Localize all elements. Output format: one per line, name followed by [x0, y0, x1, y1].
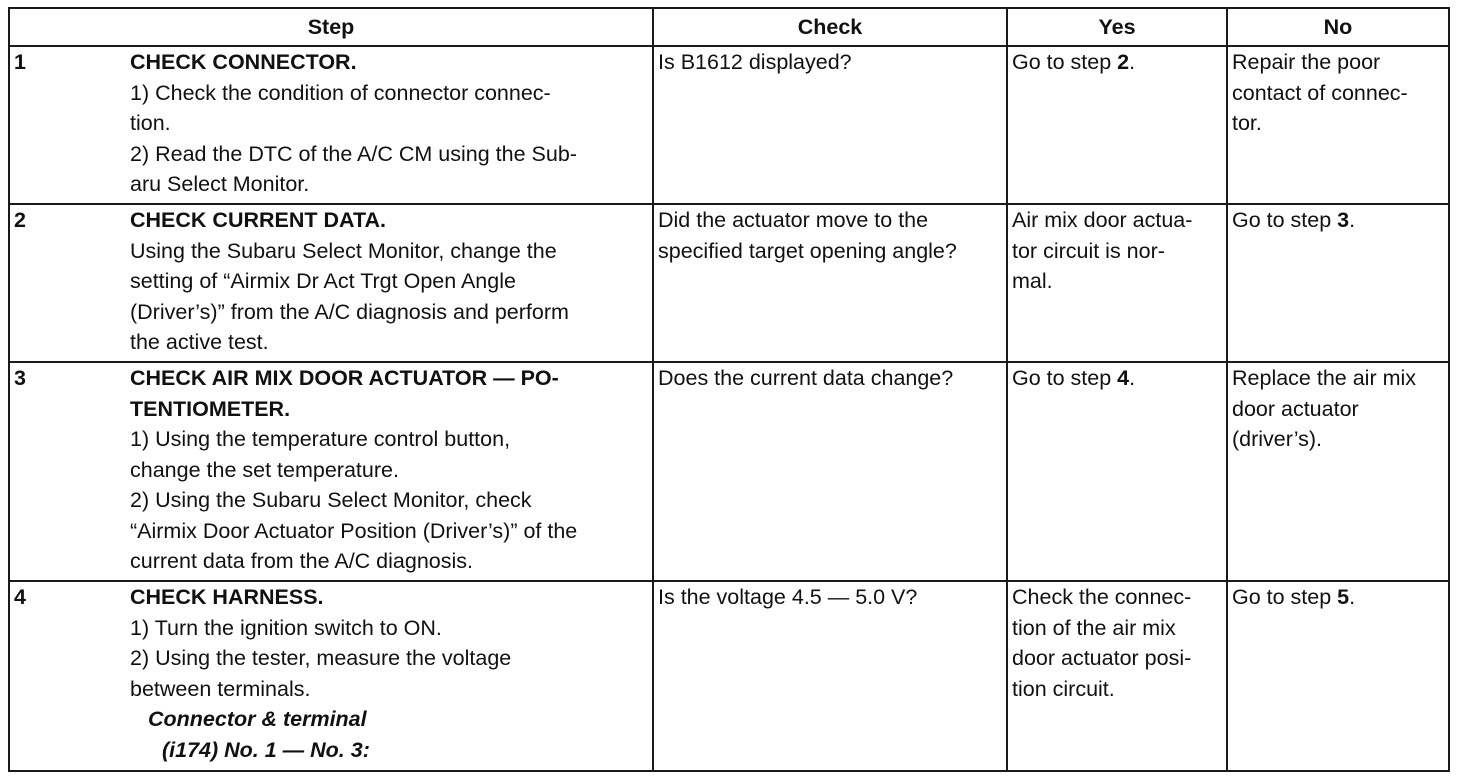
yes-text: Go to step [1012, 366, 1118, 390]
no-line: door actuator [1232, 396, 1359, 421]
no-text-end: . [1349, 208, 1356, 232]
header-step: Step [9, 8, 653, 46]
no-step-ref: 5 [1337, 585, 1350, 609]
step-number: 3 [14, 366, 26, 390]
no-step-ref: 3 [1337, 208, 1350, 232]
no-line: tor. [1232, 111, 1262, 135]
step-cell [9, 204, 653, 362]
step-number: 1 [14, 50, 26, 74]
step-line: aru Select Monitor. [130, 172, 310, 196]
header-yes: Yes [1007, 8, 1227, 46]
step-cell [9, 46, 653, 204]
yes-cell [1007, 362, 1227, 581]
step-number: 2 [14, 208, 26, 232]
step-body [130, 582, 650, 765]
step-line: setting of “Airmix Dr Act Trgt Open Angle [130, 269, 516, 293]
no-line: Repair the poor [1232, 50, 1381, 74]
header-check: Check [653, 8, 1007, 46]
no-cell [1227, 362, 1449, 581]
yes-line: tion of the air mix [1012, 615, 1176, 640]
step-line: change the set temperature. [130, 457, 399, 482]
diagnostic-table [8, 7, 1450, 772]
table-row [9, 581, 1449, 771]
yes-line: tor circuit is nor- [1012, 238, 1165, 263]
no-text: Go to step [1232, 585, 1338, 609]
yes-line: Air mix door actua- [1012, 208, 1193, 232]
step-line: 2) Read the DTC of the A/C CM using the Sub- [130, 141, 577, 166]
step-title: CHECK AIR MIX DOOR ACTUATOR — PO- [130, 366, 559, 390]
check-line: Is the voltage 4.5 — 5.0 V? [658, 585, 918, 609]
yes-line: tion circuit. [1012, 676, 1115, 701]
step-cell [9, 581, 653, 771]
yes-line: door actuator posi- [1012, 646, 1192, 670]
yes-cell [1007, 581, 1227, 771]
step-line: the active test. [130, 330, 269, 354]
check-line: Did the actuator move to the [658, 208, 929, 232]
yes-text: Go to step [1012, 50, 1118, 74]
no-line: Replace the air mix [1232, 366, 1417, 390]
step-title: CHECK CURRENT DATA. [130, 208, 386, 232]
yes-line: Check the connec- [1012, 585, 1192, 609]
yes-cell [1007, 204, 1227, 362]
check-cell [653, 46, 1007, 204]
step-line: 2) Using the tester, measure the voltage [130, 646, 512, 670]
check-cell [653, 362, 1007, 581]
step-line: tion. [130, 111, 171, 135]
step-title: CHECK HARNESS. [130, 585, 324, 609]
step-title: CHECK CONNECTOR. [130, 50, 357, 74]
yes-text-end: . [1129, 50, 1136, 74]
no-text: Go to step [1232, 208, 1338, 232]
no-cell [1227, 46, 1449, 204]
no-line: contact of connec- [1232, 80, 1408, 105]
step-line: current data from the A/C diagnosis. [130, 549, 473, 573]
yes-cell [1007, 46, 1227, 204]
step-line: 1) Using the temperature control button, [130, 427, 511, 451]
yes-step-ref: 2 [1117, 50, 1130, 74]
step-number: 4 [14, 585, 26, 609]
step-title-cont: TENTIOMETER. [130, 396, 291, 421]
check-cell [653, 581, 1007, 771]
step-line: “Airmix Door Actuator Position (Driver’s)” of the [130, 518, 578, 543]
yes-step-ref: 4 [1117, 366, 1130, 390]
step-body [130, 47, 650, 200]
step-line: 1) Turn the ignition switch to ON. [130, 615, 442, 640]
yes-line: mal. [1012, 269, 1053, 293]
step-body [130, 363, 650, 577]
check-cell [653, 204, 1007, 362]
step-line: between terminals. [130, 676, 311, 701]
connector-heading: Connector & terminal [148, 707, 367, 731]
step-line: 2) Using the Subaru Select Monitor, check [130, 488, 532, 512]
connector-terminal-value: (i174) No. 1 — No. 3: [162, 737, 370, 762]
no-cell [1227, 204, 1449, 362]
step-line: (Driver’s)” from the A/C diagnosis and perform [130, 299, 569, 324]
header-no: No [1227, 8, 1449, 46]
check-line: Is B1612 displayed? [658, 50, 852, 74]
step-body [130, 205, 650, 358]
step-line: Using the Subaru Select Monitor, change the [130, 238, 557, 263]
no-cell [1227, 581, 1449, 771]
step-cell [9, 362, 653, 581]
step-line: 1) Check the condition of connector connec- [130, 80, 551, 105]
no-text-end: . [1349, 585, 1356, 609]
header-row [9, 8, 1449, 46]
check-line: Does the current data change? [658, 366, 954, 390]
no-line: (driver’s). [1232, 427, 1322, 451]
check-line: specified target opening angle? [658, 238, 957, 263]
table-row [9, 204, 1449, 362]
table-row [9, 46, 1449, 204]
table-row [9, 362, 1449, 581]
yes-text-end: . [1129, 366, 1136, 390]
